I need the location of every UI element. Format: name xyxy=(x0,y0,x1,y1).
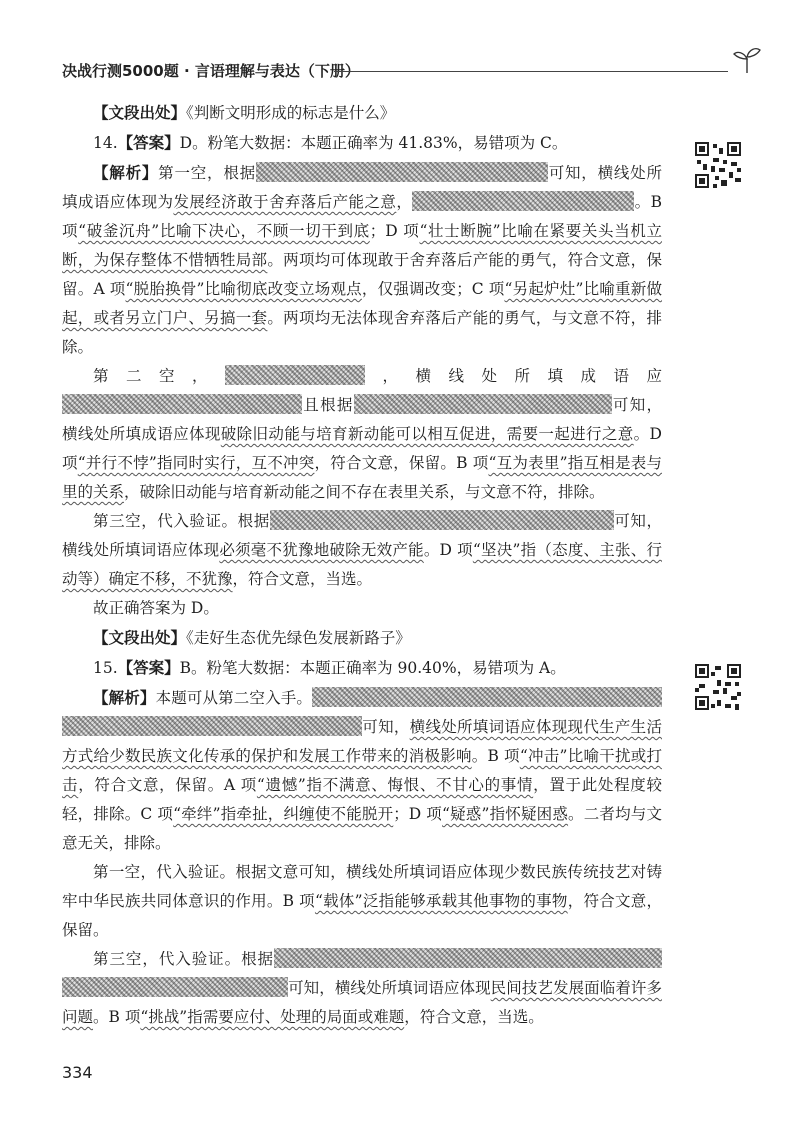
q15-source: 【文段出处】《走好生态优先绿色发展新路子》 xyxy=(93,628,411,647)
qr-code-q15[interactable] xyxy=(693,662,743,712)
redacted-text xyxy=(312,687,662,707)
page-number: 334 xyxy=(62,1063,93,1082)
q15-analysis-blank1: 第一空，代入验证。根据文意可知，横线处所填词语应体现少数民族传统技艺对铸牢中华民族共同体意识的作用。B 项“载体”泛指能够承载其他事物的事物，符合文意，保留。 xyxy=(62,863,662,939)
running-header xyxy=(62,56,762,86)
q14-conclusion: 故正确答案为 D。 xyxy=(93,599,219,617)
header-rule xyxy=(334,71,728,72)
q15-analysis-blank3: 第三空，代入验证。根据可知，横线处所填词语应体现民间技艺发展面临着许多问题。B 项“挑战”指需要应付、处理的局面或难题，符合文意，当选。 xyxy=(62,950,662,1026)
answer-explanations xyxy=(62,98,662,1032)
book-title: 决战行测5000题 · 言语理解与表达（下册） xyxy=(62,62,360,80)
redacted-text xyxy=(354,394,612,414)
q15-answer: 15.【答案】B。粉笔大数据：本题正确率为 90.40%，易错项为 A。 xyxy=(93,658,566,677)
q14-analysis-blank3: 第三空，代入验证。根据 可知，横线处所填词语应体现必须毫不犹豫地破除无效产能。D 项“坚决”指（态度、主张、行动等）确定不移，不犹豫，符合文意，当选。 xyxy=(62,512,662,588)
q14-analysis-blank2: 第二空， ，横线处所填成语应且根据 可知，横线处所填成语应体现破除旧动能与培育新动能可以相互促进，需要一起进行之意。D 项“并行不悖”指同时实行，互不冲突，符合文意，保留。B 项“互为表里”指互相是表与里的关系，破除旧动能与培育新动能之间不存在表里关系，与文意不符，排除。 xyxy=(62,367,662,501)
q14-answer: 14.【答案】D。粉笔大数据：本题正确率为 41.83%，易错项为 C。 xyxy=(93,133,568,152)
redacted-text xyxy=(62,977,288,997)
q15-analysis-blank2: 【解析】本题可从第二空入手。可知，横线处所填词语应体现现代生产生活方式给少数民族文化传承的保护和发展工作带来的消极影响。B 项“冲击”比喻干扰或打击，符合文意，保留。A 项“遗憾”指不满意、悔恨、不甘心的事情，置于此处程度较轻，排除。C 项“牵绊”指牵扯，纠缠使不能脱开；D 项“疑惑”指怀疑困惑。二者均与文意无关，排除。 xyxy=(62,688,662,852)
redacted-text xyxy=(256,162,548,182)
q14-analysis-blank1: 【解析】第一空，根据 可知，横线处所填成语应体现为发展经济敢于舍弃落后产能之意， 。B 项“破釜沉舟”比喻下决心，不顾一切干到底；D 项“壮士断腕”比喻在紧要关头当机立断，为保存整体不惜牺牲局部。两项均可体现敢于舍弃落后产能的勇气，符合文意，保留。A 项“脱胎换骨”比喻彻底改变立场观点，仅强调改变；C 项“另起炉灶”比喻重新做起，或者另立门户、另搞一套。两项均无法体现舍弃落后产能的勇气，与文意不符，排除。 xyxy=(62,163,663,356)
redacted-text xyxy=(274,948,662,968)
q14-source: 【文段出处】《判断文明形成的标志是什么》 xyxy=(93,103,396,122)
redacted-text xyxy=(270,510,614,530)
redacted-text xyxy=(225,365,365,385)
qr-code-q14[interactable] xyxy=(693,140,743,190)
redacted-text xyxy=(62,394,302,414)
sprout-icon xyxy=(732,44,762,74)
redacted-text xyxy=(412,191,634,211)
redacted-text xyxy=(62,716,362,736)
